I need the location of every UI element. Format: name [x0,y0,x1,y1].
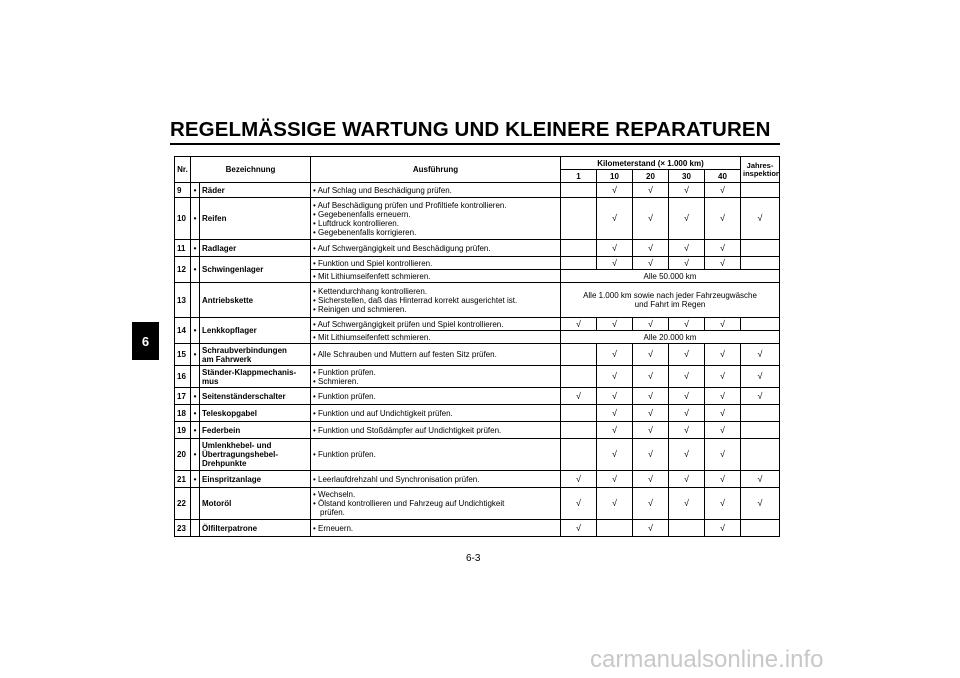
text-line: • Wechseln. [313,490,356,499]
row-name: Einspritzanlage [200,471,311,488]
text-line: Alle 1.000 km sowie nach jeder Fahrzeugwäsche [583,291,757,300]
text-line: • Mit Lithiumseifenfett schmieren. [313,271,431,281]
row-description [311,344,561,366]
row-number: 12 [175,257,191,283]
check-cell: √ [705,240,741,257]
row-marker: • [191,344,200,366]
check-cell: √ [633,318,669,331]
check-cell [561,344,597,366]
text-line: • Mit Lithiumseifenfett schmieren. [313,332,431,342]
check-cell: √ [597,198,633,240]
check-cell: √ [669,198,705,240]
check-cell: √ [597,422,633,439]
row-number: 18 [175,405,191,422]
row-number: 10 [175,198,191,240]
text-line: • Funktion und auf Undichtigkeit prüfen. [313,408,453,418]
row-description [311,198,561,240]
row-marker [191,283,200,318]
row-name: Räder [200,183,311,198]
chapter-tab: 6 [132,322,159,360]
check-cell: √ [669,439,705,471]
text-line: • Auf Schlag und Beschädigung prüfen. [313,185,452,195]
check-cell [741,439,780,471]
row-number: 15 [175,344,191,366]
check-cell: √ [669,405,705,422]
row-marker: • [191,183,200,198]
check-cell: √ [705,366,741,388]
text-line: Drehpunkte [202,459,247,468]
row-marker: • [191,240,200,257]
check-cell [741,422,780,439]
header-km-40: 40 [705,170,741,183]
row-name: Motoröl [200,488,311,520]
text-line: • Auf Schwergängigkeit und Beschädigung prüfen. [313,243,491,253]
check-cell: √ [561,318,597,331]
table-row [175,198,780,240]
check-cell: √ [705,439,741,471]
check-cell: √ [705,388,741,405]
row-description [311,240,561,257]
row-name [200,439,311,471]
row-description [311,283,561,318]
header-km-10: 10 [597,170,633,183]
header-kilometerstand: Kilometerstand (× 1.000 km) [561,157,741,170]
check-cell [561,422,597,439]
check-cell: √ [597,318,633,331]
check-cell [741,405,780,422]
check-cell: √ [669,388,705,405]
check-cell [741,240,780,257]
table-row [175,520,780,537]
row-number: 17 [175,388,191,405]
table-row [175,471,780,488]
row-description [311,422,561,439]
check-cell: √ [633,471,669,488]
row-description [311,366,561,388]
check-cell: √ [669,183,705,198]
interval-note: Alle 50.000 km [561,270,780,283]
row-marker: • [191,257,200,283]
check-cell: √ [669,318,705,331]
row-marker [191,520,200,537]
header-km-1: 1 [561,170,597,183]
check-cell: √ [633,240,669,257]
check-cell: √ [741,471,780,488]
row-description [311,388,561,405]
check-cell: √ [705,520,741,537]
row-description [311,439,561,471]
check-cell: √ [705,488,741,520]
row-number: 21 [175,471,191,488]
check-cell: √ [633,388,669,405]
check-cell: √ [741,488,780,520]
text-line: Übertragungshebel- [202,450,279,459]
row-marker: • [191,318,200,344]
check-cell: √ [561,471,597,488]
check-cell: √ [597,488,633,520]
row-description [311,257,561,270]
text-line: Ständer-Klappmechanis- [202,367,297,377]
check-cell: √ [597,388,633,405]
check-cell: √ [669,366,705,388]
check-cell: √ [633,344,669,366]
row-marker: • [191,471,200,488]
text-line: • Funktion prüfen. [313,367,376,377]
check-cell [561,439,597,471]
table-row [175,240,780,257]
row-description [311,318,561,331]
check-cell [561,366,597,388]
check-cell: √ [597,366,633,388]
check-cell [561,257,597,270]
check-cell: √ [741,366,780,388]
text-line: Schraubverbindungen [202,345,287,355]
text-line: • Sicherstellen, daß das Hinterrad korrekt ausgerichtet ist. [313,295,518,305]
text-line: • Funktion prüfen. [313,391,376,401]
check-cell: √ [705,422,741,439]
row-number: 9 [175,183,191,198]
row-marker: • [191,405,200,422]
table-row [175,405,780,422]
row-number: 16 [175,366,191,388]
table-row [175,183,780,198]
row-description [311,488,561,520]
row-name: Radlager [200,240,311,257]
check-cell [669,520,705,537]
text-line: • Luftdruck kontrollieren. [313,218,399,228]
check-cell [561,405,597,422]
page-number: 6-3 [466,553,481,564]
header-jahresinspektion: Jahres-inspektion [741,157,780,183]
check-cell: √ [633,198,669,240]
check-cell: √ [561,488,597,520]
row-description [311,331,561,344]
page-title: REGELMÄSSIGE WARTUNG UND KLEINERE REPARATUREN [170,118,771,141]
text-line: • Gegebenenfalls korrigieren. [313,227,417,237]
row-name: Seitenständerschalter [200,388,311,405]
row-name [200,344,311,366]
check-cell [561,198,597,240]
text-line: • Ölstand kontrollieren und Fahrzeug auf Undichtigkeit [313,499,505,508]
row-name: Federbein [200,422,311,439]
check-cell: √ [669,257,705,270]
check-cell: √ [633,422,669,439]
check-cell: √ [597,240,633,257]
table-row [175,257,780,270]
check-cell: √ [669,240,705,257]
check-cell [741,520,780,537]
check-cell: √ [597,471,633,488]
check-cell: √ [705,257,741,270]
check-cell: √ [705,471,741,488]
header-bezeichnung: Bezeichnung [191,157,311,183]
text-line: • Gegebenenfalls erneuern. [313,209,411,219]
row-description [311,183,561,198]
text-line: • Auf Schwergängigkeit prüfen und Spiel kontrollieren. [313,319,504,329]
text-line: • Erneuern. [313,523,354,533]
table-body [175,183,780,537]
interval-note: Alle 20.000 km [561,331,780,344]
check-cell [741,318,780,331]
text-line: • Schmieren. [313,376,359,386]
row-name: Antriebskette [200,283,311,318]
check-cell: √ [705,183,741,198]
row-name: Reifen [200,198,311,240]
text-line: • Kettendurchhang kontrollieren. [313,286,427,296]
check-cell: √ [741,388,780,405]
row-marker [191,366,200,388]
watermark: carmanualsonline.info [590,646,824,673]
row-marker: • [191,388,200,405]
header-km-30: 30 [669,170,705,183]
text-line: • Alle Schrauben und Muttern auf festen Sitz prüfen. [313,350,497,359]
text-line: mus [202,376,219,386]
table-row [175,388,780,405]
row-number: 20 [175,439,191,471]
check-cell [561,183,597,198]
row-name [200,366,311,388]
row-name: Schwingenlager [200,257,311,283]
row-number: 13 [175,283,191,318]
text-line: Umlenkhebel- und [202,441,272,450]
text-line: • Auf Beschädigung prüfen und Profiltiefe kontrollieren. [313,200,507,210]
table-row [175,439,780,471]
check-cell: √ [669,422,705,439]
check-cell: √ [633,183,669,198]
text-line: • Funktion und Stoßdämpfer auf Undichtigkeit prüfen. [313,425,502,435]
check-cell: √ [705,198,741,240]
table-row [175,488,780,520]
check-cell: √ [633,405,669,422]
row-marker: • [191,439,200,471]
text-line: • Funktion prüfen. [313,450,376,459]
row-marker [191,488,200,520]
row-name: Teleskopgabel [200,405,311,422]
row-description [311,471,561,488]
table-row [175,283,780,318]
header-km-20: 20 [633,170,669,183]
text-line: am Fahrwerk [202,354,252,364]
row-number: 11 [175,240,191,257]
row-description [311,270,561,283]
check-cell: √ [633,257,669,270]
check-cell: √ [633,366,669,388]
check-cell: √ [597,183,633,198]
check-cell: √ [741,198,780,240]
check-cell: √ [669,344,705,366]
check-cell: √ [597,439,633,471]
check-cell: √ [633,488,669,520]
row-number: 19 [175,422,191,439]
table-row [175,422,780,439]
text-line: • Reinigen und schmieren. [313,304,407,314]
check-cell [597,520,633,537]
table-row [175,366,780,388]
check-cell: √ [561,388,597,405]
text-line: • Leerlaufdrehzahl und Synchronisation prüfen. [313,474,480,484]
check-cell: √ [597,344,633,366]
interval-note [561,283,780,318]
header-nr: Nr. [175,157,191,183]
check-cell: √ [741,344,780,366]
title-rule [170,143,780,145]
row-number: 23 [175,520,191,537]
check-cell [741,183,780,198]
check-cell: √ [633,439,669,471]
check-cell [561,240,597,257]
row-name: Ölfilterpatrone [200,520,311,537]
row-name: Lenkkopflager [200,318,311,344]
check-cell: √ [597,405,633,422]
text-line: • Funktion und Spiel kontrollieren. [313,258,433,268]
header-ausfuehrung: Ausführung [311,157,561,183]
row-number: 22 [175,488,191,520]
table-row [175,318,780,331]
row-description [311,520,561,537]
text-line: und Fahrt im Regen [634,300,706,309]
table-row [175,344,780,366]
check-cell [741,257,780,270]
row-marker: • [191,198,200,240]
maintenance-table [174,156,780,537]
check-cell: √ [705,318,741,331]
check-cell: √ [705,405,741,422]
row-marker: • [191,422,200,439]
check-cell: √ [633,520,669,537]
check-cell: √ [597,257,633,270]
check-cell: √ [669,488,705,520]
row-number: 14 [175,318,191,344]
check-cell: √ [561,520,597,537]
row-description [311,405,561,422]
check-cell: √ [669,471,705,488]
text-line: prüfen. [320,508,345,517]
check-cell: √ [705,344,741,366]
